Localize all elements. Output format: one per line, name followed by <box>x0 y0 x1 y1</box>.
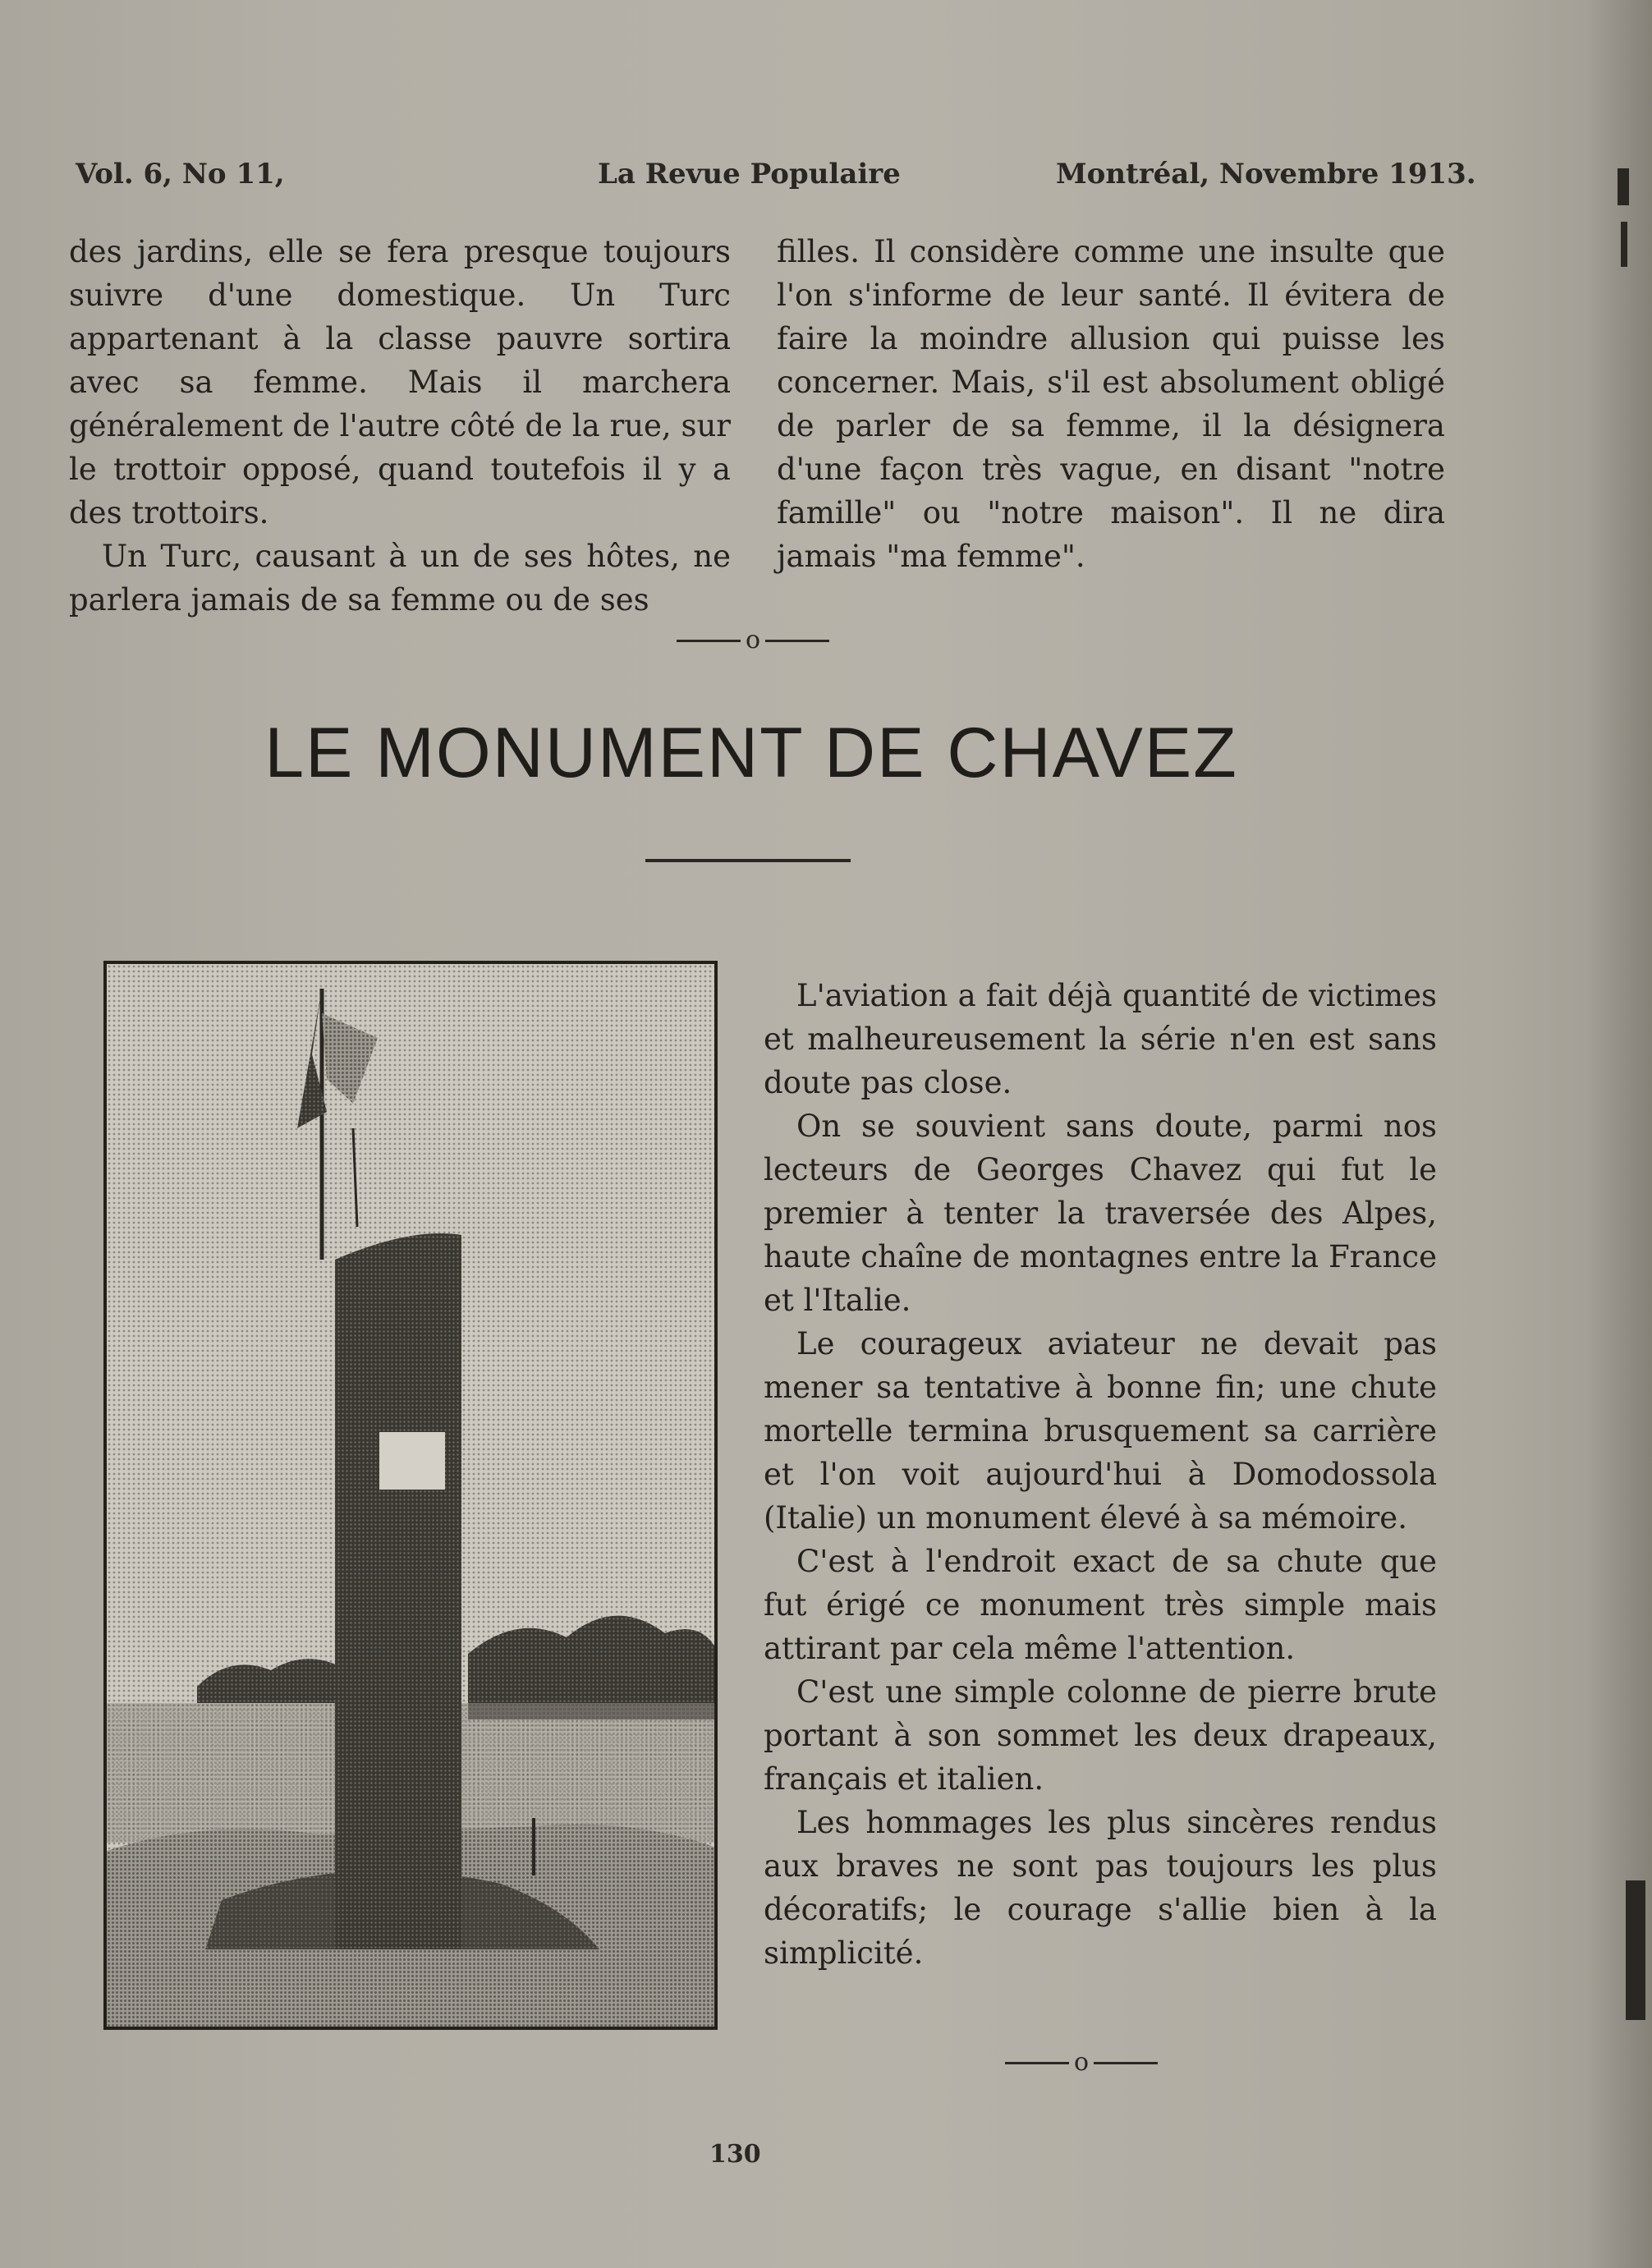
title-underline <box>645 859 851 862</box>
separator-symbol: o <box>746 626 761 654</box>
binding-mark <box>1626 1880 1645 2020</box>
article-body <box>764 974 1437 1975</box>
article-title: LE MONUMENT DE CHAVEZ <box>264 714 1238 792</box>
header-dateline: Montréal, Novembre 1913. <box>1056 158 1476 191</box>
paragraph: filles. Il considère comme une insulte que l'on s'informe de leur santé. Il évitera de faire la moindre allusion qui puisse les concerner. Mais, s'il est absolument obligé de parler de sa femme, il la désignera d'une façon très vague, en disant "notre famille" ou "notre maison". Il ne dira jamais "ma femme". <box>777 234 1445 574</box>
header-journal: La Revue Populaire <box>598 158 901 191</box>
binding-mark <box>1618 168 1629 205</box>
separator-line <box>1005 2062 1069 2064</box>
page-number: 130 <box>709 2140 761 2169</box>
paragraph: Un Turc, causant à un de ses hôtes, ne parlera jamais de sa femme ou de ses <box>69 539 731 618</box>
section-separator <box>677 628 829 653</box>
paragraph: Les hommages les plus sincères rendus aux braves ne sont pas toujours les plus décoratifs; le courage s'allie bien à la simplicité. <box>764 1805 1437 1971</box>
paragraph: des jardins, elle se fera presque toujours suivre d'une domestique. Un Turc appartenant à la classe pauvre sortira avec sa femme. Mais il marchera généralement de l'autre côté de la rue, sur le trottoir opposé, quand toutefois il y a des trottoirs. <box>69 234 731 530</box>
paragraph: C'est à l'endroit exact de sa chute que fut érigé ce monument très simple mais attirant par cela même l'attention. <box>764 1544 1437 1666</box>
paragraph: C'est une simple colonne de pierre brute portant à son sommet les deux drapeaux, français et italien. <box>764 1674 1437 1797</box>
separator-line <box>1094 2062 1158 2064</box>
paragraph: L'aviation a fait déjà quantité de victimes et malheureusement la série n'en est sans doute pas close. <box>764 978 1437 1100</box>
monument-photograph <box>103 961 718 2030</box>
header-volume: Vol. 6, No 11, <box>76 158 285 191</box>
top-right-column <box>777 230 1445 578</box>
separator-line <box>677 640 741 642</box>
separator-symbol: o <box>1074 2048 1090 2077</box>
article-end-separator <box>1005 2050 1158 2075</box>
separator-line <box>765 640 829 642</box>
monument-illustration <box>107 964 714 2027</box>
paragraph: Le courageux aviateur ne devait pas mener sa tentative à bonne fin; une chute mortelle termina brusquement sa carrière et l'on voit aujourd'hui à Domodossola (Italie) un monument élevé à sa mémoire. <box>764 1326 1437 1536</box>
paragraph: On se souvient sans doute, parmi nos lecteurs de Georges Chavez qui fut le premier à tenter la traversée des Alpes, haute chaîne de montagnes entre la France et l'Italie. <box>764 1109 1437 1318</box>
plaque <box>379 1432 445 1490</box>
top-left-column <box>69 230 731 622</box>
binding-mark <box>1621 222 1627 267</box>
